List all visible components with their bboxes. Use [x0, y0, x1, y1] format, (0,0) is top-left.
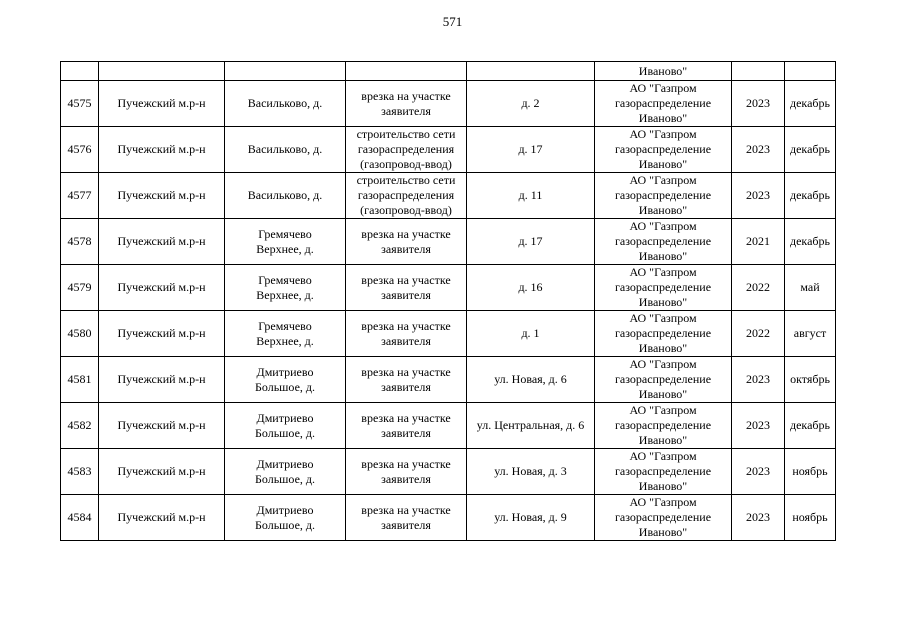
cell-year: [732, 62, 785, 81]
cell-operator-line: АО "Газпром: [629, 403, 697, 417]
cell-number: [61, 62, 99, 81]
cell-operator-line: Иваново": [638, 111, 688, 125]
cell-district: Пучежский м.р-н: [99, 173, 225, 219]
cell-work-type-line: врезка на участке: [361, 364, 451, 379]
table-row: [61, 357, 836, 403]
cell-settlement-line: Гремячево: [258, 318, 312, 333]
cell-work-type-line: (газопровод-ввод): [360, 157, 452, 171]
cell-month: декабрь: [785, 403, 836, 449]
cell-work-type-line: врезка на участке: [361, 272, 451, 287]
cell-settlement-line: Верхнее, д.: [256, 287, 314, 302]
table-row: [61, 403, 836, 449]
cell-number: 4579: [61, 265, 99, 311]
cell-operator-line: АО "Газпром: [629, 449, 697, 463]
cell-settlement: [225, 219, 346, 265]
cell-number: 4577: [61, 173, 99, 219]
cell-operator: [595, 357, 732, 403]
cell-operator: [595, 403, 732, 449]
cell-operator-line: АО "Газпром: [629, 81, 697, 95]
cell-district: Пучежский м.р-н: [99, 127, 225, 173]
cell-operator-line: Иваново": [638, 433, 688, 447]
cell-settlement: [225, 173, 346, 219]
cell-work-type-line: врезка на участке: [361, 456, 451, 471]
cell-operator: [595, 449, 732, 495]
cell-settlement-line: Большое, д.: [254, 425, 315, 440]
cell-work-type: [346, 173, 467, 219]
cell-operator: [595, 127, 732, 173]
cell-month: [785, 62, 836, 81]
cell-work-type-line: врезка на участке: [361, 318, 451, 333]
cell-work-type: [346, 219, 467, 265]
cell-operator: Иваново": [595, 62, 732, 81]
cell-operator-line: Иваново": [638, 525, 688, 539]
cell-month: май: [785, 265, 836, 311]
table-row: [61, 219, 836, 265]
cell-operator-line: Иваново": [638, 295, 688, 309]
cell-operator-line: газораспределение: [614, 96, 712, 110]
cell-month: август: [785, 311, 836, 357]
cell-settlement: [225, 357, 346, 403]
cell-number: 4582: [61, 403, 99, 449]
cell-work-type: [346, 81, 467, 127]
cell-work-type-line: врезка на участке: [361, 226, 451, 241]
cell-year: 2023: [732, 449, 785, 495]
cell-operator-line: АО "Газпром: [629, 173, 697, 187]
cell-work-type: [346, 403, 467, 449]
cell-settlement-line: Дмитриево: [256, 364, 314, 379]
cell-operator-line: АО "Газпром: [629, 265, 697, 279]
cell-operator-line: газораспределение: [614, 234, 712, 248]
cell-operator-line: Иваново": [638, 387, 688, 401]
cell-work-type-line: врезка на участке: [361, 88, 451, 103]
cell-operator-line: газораспределение: [614, 464, 712, 478]
cell-settlement-line: Большое, д.: [254, 471, 315, 486]
cell-address: д. 17: [467, 127, 595, 173]
cell-settlement: [225, 81, 346, 127]
cell-settlement-line: Васильково, д.: [247, 96, 323, 110]
table-row: [61, 495, 836, 541]
cell-settlement-line: Дмитриево: [256, 456, 314, 471]
cell-settlement-line: Верхнее, д.: [256, 241, 314, 256]
cell-address: ул. Новая, д. 9: [467, 495, 595, 541]
cell-settlement: [225, 127, 346, 173]
table-row: [61, 81, 836, 127]
cell-month: декабрь: [785, 81, 836, 127]
cell-settlement: [225, 403, 346, 449]
cell-number: 4578: [61, 219, 99, 265]
cell-operator-line: Иваново": [638, 341, 688, 355]
cell-work-type-line: врезка на участке: [361, 410, 451, 425]
cell-settlement-line: Васильково, д.: [247, 188, 323, 202]
cell-year: 2023: [732, 403, 785, 449]
cell-operator-line: газораспределение: [614, 142, 712, 156]
cell-operator-line: Иваново": [638, 249, 688, 263]
cell-operator: [595, 219, 732, 265]
cell-settlement-line: Большое, д.: [254, 379, 315, 394]
cell-month: октябрь: [785, 357, 836, 403]
cell-work-type: [346, 311, 467, 357]
cell-operator-line: АО "Газпром: [629, 219, 697, 233]
cell-address: ул. Новая, д. 3: [467, 449, 595, 495]
cell-work-type-line: газораспределения: [357, 188, 455, 202]
table-row: [61, 173, 836, 219]
cell-year: 2023: [732, 81, 785, 127]
cell-work-type-line: заявителя: [381, 333, 431, 348]
cell-address: ул. Новая, д. 6: [467, 357, 595, 403]
cell-operator: [595, 311, 732, 357]
table-body: [61, 62, 836, 541]
cell-settlement: [225, 449, 346, 495]
continuation-row: [61, 62, 836, 81]
cell-operator-line: газораспределение: [614, 372, 712, 386]
cell-year: 2022: [732, 265, 785, 311]
cell-work-type: [346, 495, 467, 541]
cell-work-type: [346, 449, 467, 495]
table-row: [61, 449, 836, 495]
cell-settlement: [225, 311, 346, 357]
cell-operator-line: газораспределение: [614, 188, 712, 202]
cell-work-type-line: (газопровод-ввод): [360, 203, 452, 217]
cell-year: 2023: [732, 173, 785, 219]
cell-work-type-line: заявителя: [381, 241, 431, 256]
cell-settlement: [225, 495, 346, 541]
cell-district: Пучежский м.р-н: [99, 311, 225, 357]
cell-number: 4575: [61, 81, 99, 127]
cell-number: 4584: [61, 495, 99, 541]
gas-connection-table: [60, 61, 836, 541]
cell-district: Пучежский м.р-н: [99, 265, 225, 311]
cell-operator-line: газораспределение: [614, 418, 712, 432]
cell-address: д. 11: [467, 173, 595, 219]
cell-work-type-line: газораспределения: [357, 142, 455, 156]
cell-month: ноябрь: [785, 449, 836, 495]
cell-operator: [595, 265, 732, 311]
cell-work-type-line: заявителя: [381, 103, 431, 118]
cell-year: 2022: [732, 311, 785, 357]
cell-settlement-line: Гремячево: [258, 272, 312, 287]
cell-address: д. 16: [467, 265, 595, 311]
cell-year: 2023: [732, 357, 785, 403]
table-row: [61, 311, 836, 357]
cell-operator-line: АО "Газпром: [629, 127, 697, 141]
cell-district: Пучежский м.р-н: [99, 219, 225, 265]
cell-work-type-line: строительство сети: [356, 173, 456, 187]
cell-number: 4583: [61, 449, 99, 495]
cell-operator-line: Иваново": [638, 479, 688, 493]
cell-work-type-line: заявителя: [381, 517, 431, 532]
cell-settlement: [225, 265, 346, 311]
cell-work-type-line: строительство сети: [356, 127, 456, 141]
table-row: [61, 127, 836, 173]
cell-district: Пучежский м.р-н: [99, 403, 225, 449]
cell-year: 2023: [732, 127, 785, 173]
cell-district: [99, 62, 225, 81]
cell-operator-line: АО "Газпром: [629, 311, 697, 325]
cell-operator-line: газораспределение: [614, 326, 712, 340]
cell-address: д. 17: [467, 219, 595, 265]
cell-work-type: [346, 127, 467, 173]
cell-settlement-line: Дмитриево: [256, 502, 314, 517]
page-number: 571: [442, 14, 463, 29]
cell-settlement: [225, 62, 346, 81]
cell-month: декабрь: [785, 127, 836, 173]
cell-address: [467, 62, 595, 81]
cell-settlement-line: Дмитриево: [256, 410, 314, 425]
cell-number: 4580: [61, 311, 99, 357]
cell-work-type-line: заявителя: [381, 379, 431, 394]
cell-operator: [595, 81, 732, 127]
cell-work-type: [346, 62, 467, 81]
cell-address: ул. Центральная, д. 6: [467, 403, 595, 449]
cell-work-type-line: заявителя: [381, 471, 431, 486]
cell-operator-line: Иваново": [638, 203, 688, 217]
cell-work-type-line: врезка на участке: [361, 502, 451, 517]
cell-operator-line: АО "Газпром: [629, 495, 697, 509]
cell-operator: [595, 173, 732, 219]
cell-number: 4581: [61, 357, 99, 403]
cell-work-type: [346, 265, 467, 311]
cell-number: 4576: [61, 127, 99, 173]
cell-district: Пучежский м.р-н: [99, 357, 225, 403]
cell-operator-line: газораспределение: [614, 510, 712, 524]
cell-settlement-line: Васильково, д.: [247, 142, 323, 156]
cell-work-type: [346, 357, 467, 403]
cell-month: декабрь: [785, 173, 836, 219]
cell-year: 2023: [732, 495, 785, 541]
cell-month: ноябрь: [785, 495, 836, 541]
cell-settlement-line: Большое, д.: [254, 517, 315, 532]
cell-district: Пучежский м.р-н: [99, 449, 225, 495]
cell-district: Пучежский м.р-н: [99, 81, 225, 127]
cell-settlement-line: Верхнее, д.: [256, 333, 314, 348]
cell-district: Пучежский м.р-н: [99, 495, 225, 541]
cell-operator: [595, 495, 732, 541]
cell-year: 2021: [732, 219, 785, 265]
cell-address: д. 2: [467, 81, 595, 127]
cell-work-type-line: заявителя: [381, 287, 431, 302]
table-row: [61, 265, 836, 311]
cell-month: декабрь: [785, 219, 836, 265]
cell-operator-line: газораспределение: [614, 280, 712, 294]
cell-address: д. 1: [467, 311, 595, 357]
cell-work-type-line: заявителя: [381, 425, 431, 440]
cell-operator-line: Иваново": [638, 157, 688, 171]
cell-operator-line: АО "Газпром: [629, 357, 697, 371]
cell-settlement-line: Гремячево: [258, 226, 312, 241]
